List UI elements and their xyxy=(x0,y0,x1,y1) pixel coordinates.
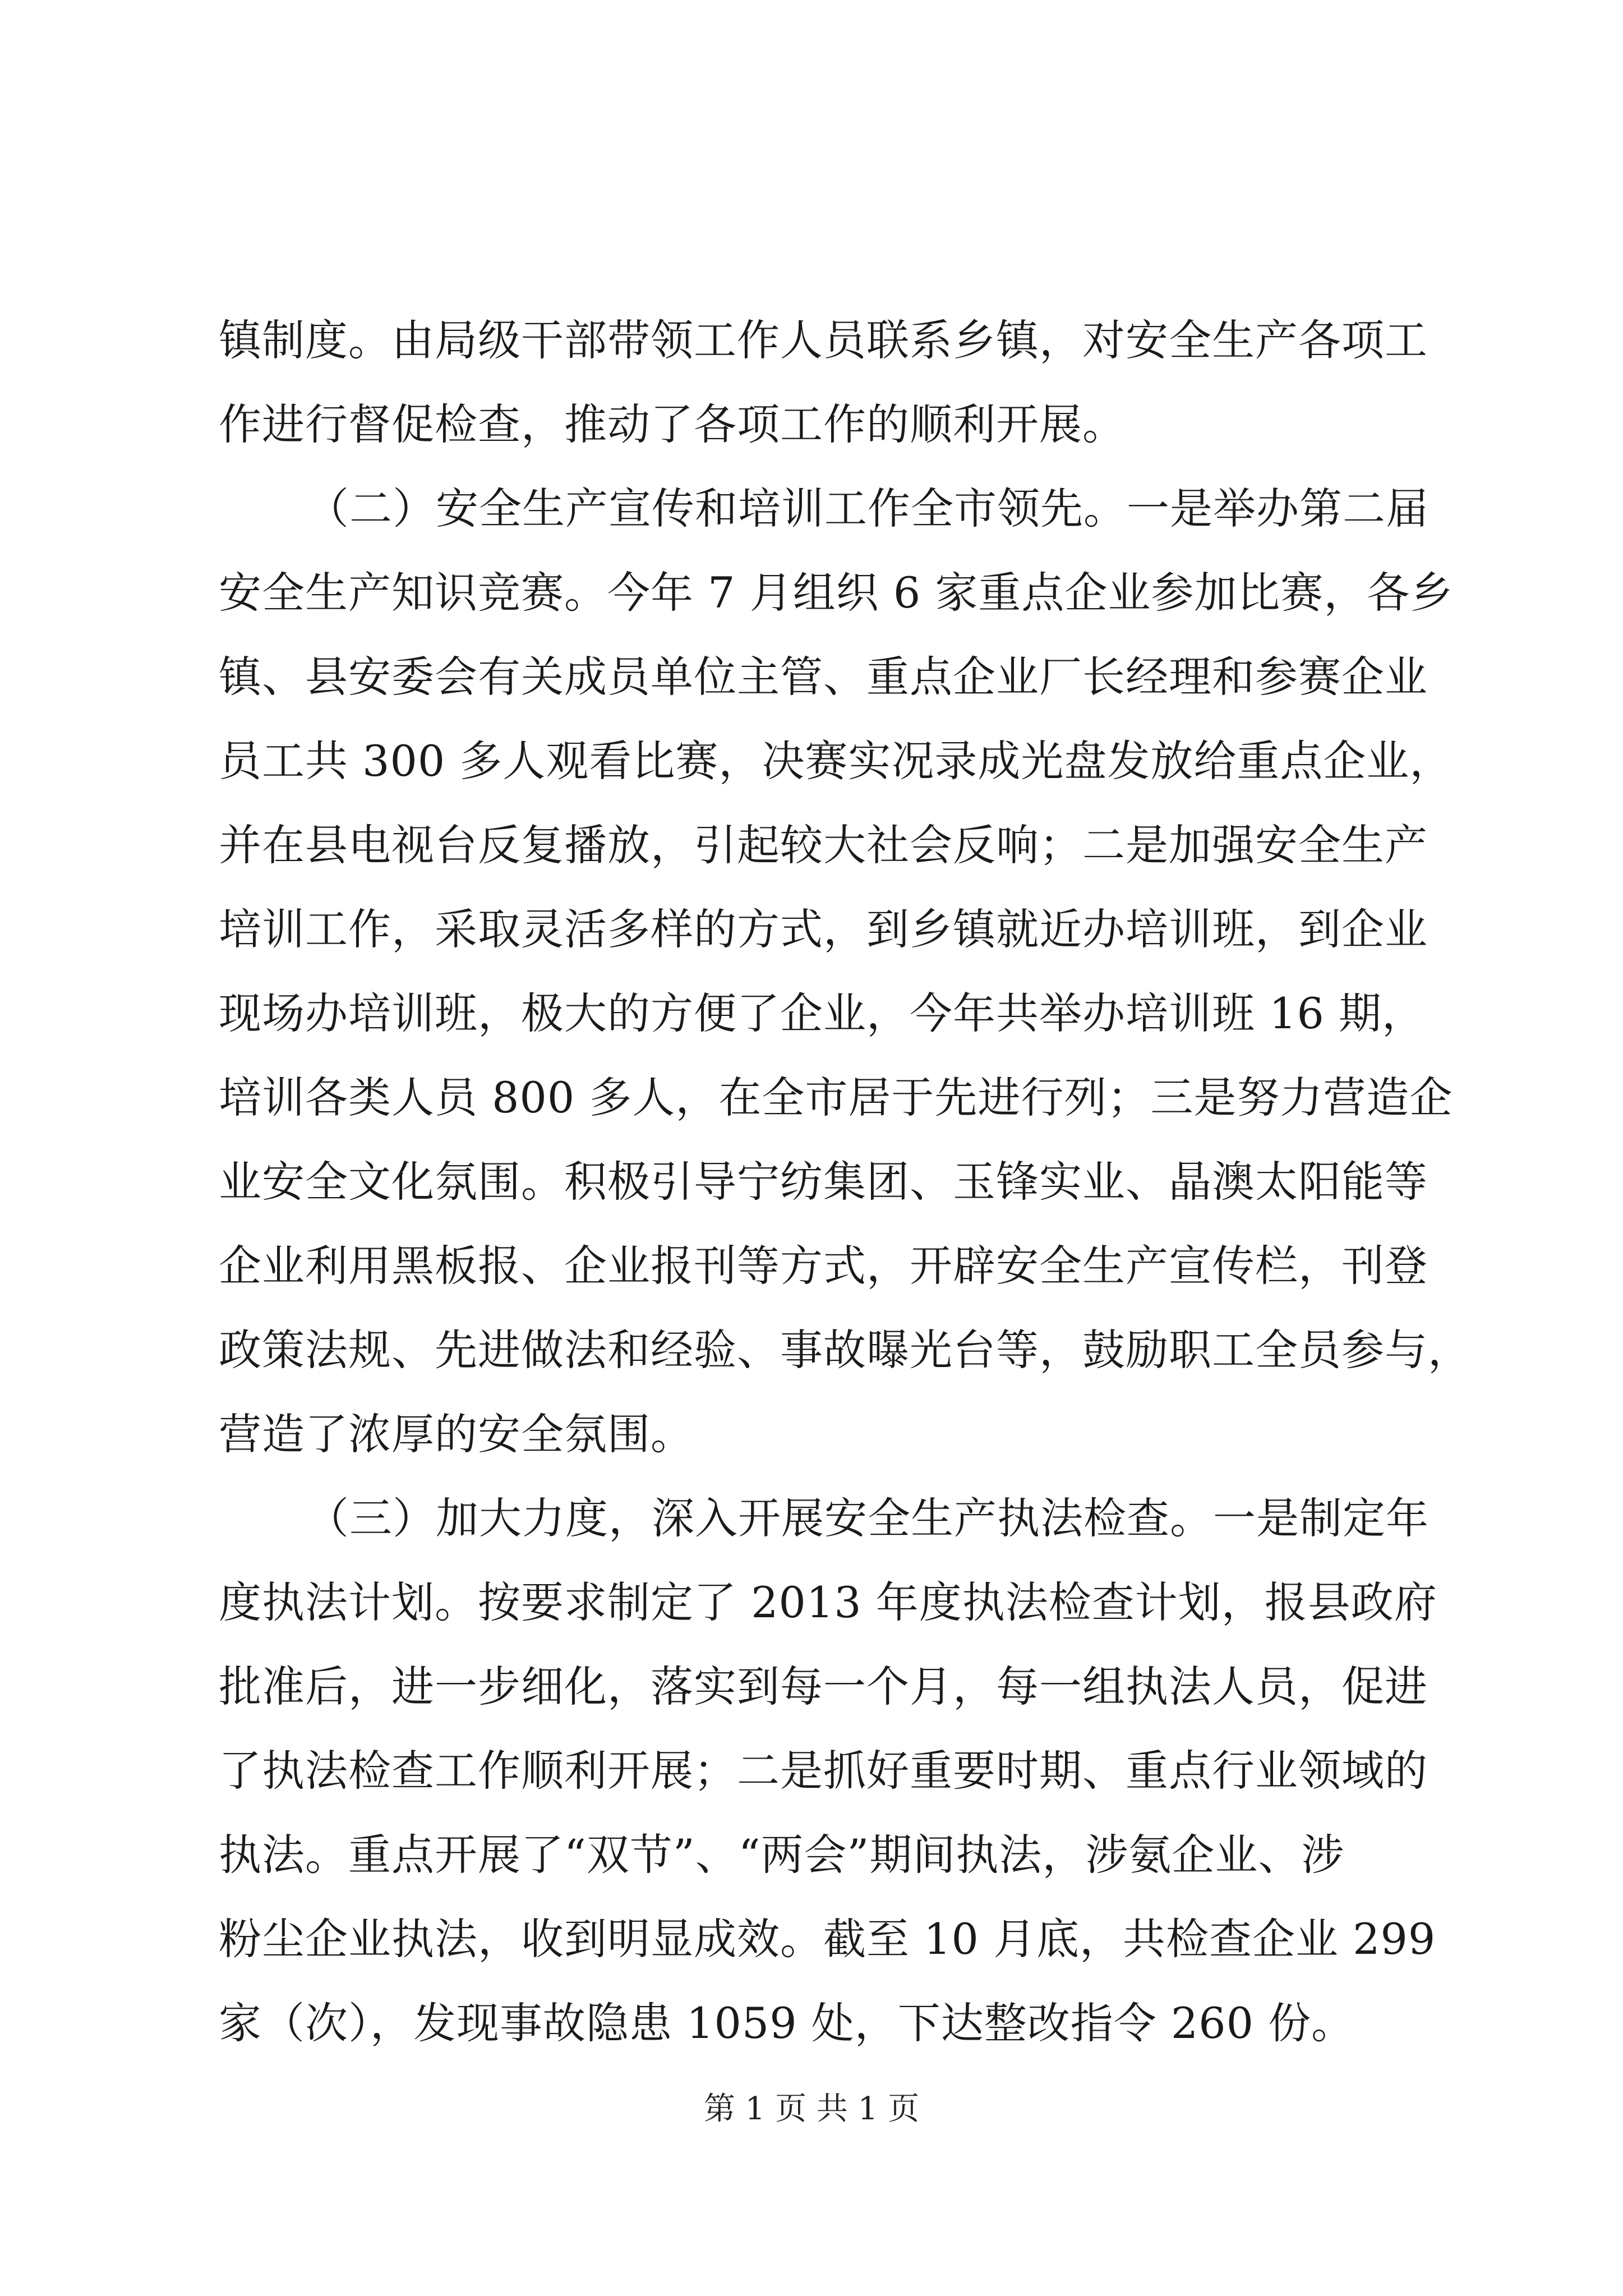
text-line: 了执法检查工作顺利开展；二是抓好重要时期、重点行业领域的 xyxy=(219,1746,1428,1796)
text-line: 政策法规、先进做法和经验、事故曝光台等，鼓励职工全员参与， xyxy=(219,1325,1471,1375)
text-line: 镇、县安委会有关成员单位主管、重点企业厂长经理和参赛企业 xyxy=(219,652,1428,702)
text-line: 粉尘企业执法，收到明显成效。截至 10 月底，共检查企业 299 xyxy=(219,1914,1436,1964)
text-line: 业安全文化氛围。积极引导宁纺集团、玉锋实业、晶澳太阳能等 xyxy=(219,1157,1428,1207)
text-line: 镇制度。由局级干部带领工作人员联系乡镇，对安全生产各项工 xyxy=(219,315,1428,365)
text-line: 并在县电视台反复播放，引起较大社会反响；二是加强安全生产 xyxy=(219,820,1428,870)
text-line: 安全生产知识竞赛。今年 7 月组织 6 家重点企业参加比赛，各乡 xyxy=(219,568,1454,618)
text-line: 批准后，进一步细化，落实到每一个月，每一组执法人员，促进 xyxy=(219,1662,1428,1711)
page-footer: 第 1 页 共 1 页 xyxy=(703,2091,920,2127)
text-line: 度执法计划。按要求制定了 2013 年度执法检查计划，报县政府 xyxy=(219,1577,1437,1627)
text-line: 执法。重点开展了“双节”、“两会”期间执法，涉氨企业、涉 xyxy=(219,1830,1345,1880)
text-line: 营造了浓厚的安全氛围。 xyxy=(219,1409,694,1459)
paragraph-start-line: （二）安全生产宣传和培训工作全市领先。一是举办第二届 xyxy=(306,484,1429,533)
paragraph-start-line: （三）加大力度，深入开展安全生产执法检查。一是制定年 xyxy=(306,1493,1429,1543)
text-line: 培训各类人员 800 多人，在全市居于先进行列；三是努力营造企 xyxy=(219,1073,1453,1122)
text-line: 企业利用黑板报、企业报刊等方式，开辟安全生产宣传栏，刊登 xyxy=(219,1241,1428,1291)
text-line: 培训工作，采取灵活多样的方式，到乡镇就近办培训班，到企业 xyxy=(219,904,1428,954)
text-line: 作进行督促检查，推动了各项工作的顺利开展。 xyxy=(219,399,1126,449)
text-line: 家（次），发现事故隐患 1059 处，下达整改指令 260 份。 xyxy=(219,1998,1355,2048)
text-line: 现场办培训班，极大的方便了企业，今年共举办培训班 16 期， xyxy=(219,988,1426,1038)
text-line: 员工共 300 多人观看比赛，决赛实况录成光盘发放给重点企业， xyxy=(219,736,1453,786)
